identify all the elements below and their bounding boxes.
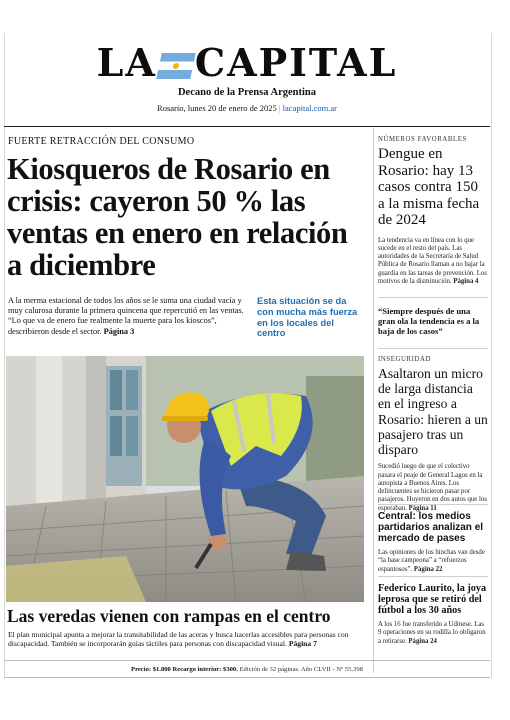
dengue-body-text: La tendencia va en línea con lo que sucede en el resto del país. Las autoridades de la Secretaría de Salud Pública de Rosario llaman a no bajar la guardia en las tareas de prevención. Los motivos de la disminución. — [378, 236, 487, 285]
masthead — [4, 33, 490, 121]
sidebar-divider — [373, 128, 374, 673]
dengue-body — [378, 237, 488, 287]
main-lead-text: A la merma estacional de todos los años se le suma una ciudad vacía y muy calurosa durante la primera quincena que repercutió en las ventas. “Lo que va de enero fue realmente la muerte para los kioscos”, describieron desde el sector. — [8, 296, 244, 336]
central-headline[interactable]: Central: los medios partidarios analizan el mercado de pases — [378, 511, 484, 544]
sidebar-separator — [378, 504, 488, 505]
footer-bottom-rule — [4, 677, 490, 678]
main-headline[interactable]: Kiosqueros de Rosario en crisis: cayeron 50 % las ventas en enero en relación a diciembre — [7, 152, 348, 282]
laurito-page[interactable]: Página 24 — [408, 637, 437, 645]
laurito-headline[interactable]: Federico Laurito, la joya leprosa que se retiró del fútbol a los 30 años — [378, 583, 487, 616]
footer-rule — [4, 660, 490, 661]
footer — [4, 666, 490, 673]
site-link[interactable]: lacapital.com.ar — [282, 103, 337, 113]
photo-illustration — [6, 356, 364, 602]
laurito-body — [378, 621, 488, 646]
sidebar-inseguridad — [378, 356, 488, 513]
logo-word-la: LA — [96, 40, 157, 85]
sidewalk-worker-photo — [6, 356, 364, 602]
main-lead — [8, 296, 248, 337]
sidebar-central — [378, 511, 488, 574]
argentine-flag-icon — [156, 53, 196, 79]
footer-price: Precio: $1.800 — [131, 666, 171, 673]
sidebar-dengue — [378, 136, 488, 286]
photo-caption-page[interactable]: Página 7 — [288, 639, 317, 649]
central-body-text: Las opiniones de los hinchas van desde “la base campeona” a “refuerzos espantosos”. — [378, 549, 485, 573]
masthead-subtitle: Decano de la Prensa Argentina — [177, 87, 317, 98]
newspaper-logo — [4, 41, 490, 85]
main-kicker: FUERTE RETRACCIÓN DEL CONSUMO — [8, 136, 195, 147]
main-lead-page[interactable]: Página 3 — [103, 326, 135, 336]
masthead-dateline: Rosario, lunes 20 de enero de 2025 | lacapital.com.ar — [157, 103, 337, 113]
inseguridad-kicker: INSEGURIDAD — [378, 356, 432, 363]
main-pullquote: Esta situación se da con mucha más fuerza en los locales del centro — [257, 296, 358, 339]
footer-details: Edición de 32 páginas. Año CLVII - Nº 55.398 — [239, 666, 363, 673]
footer-surcharge: Recargo interior: $300. — [172, 666, 238, 673]
logo-word-capital: CAPITAL — [194, 40, 398, 85]
dengue-quote: “Siempre después de una gran ola la tendencia es a la baja de los casos” — [378, 306, 480, 336]
dengue-kicker: NÚMEROS FAVORABLES — [378, 136, 467, 143]
sidebar-separator — [378, 297, 488, 298]
inseguridad-body-text: Sucedió luego de que el colectivo pasara el peaje de General Lagos en la autopista a Buenos Aires. Los delincuentes se hicieron pasar por pasajeros. Huyeron en dos autos que los esperaban. — [378, 463, 487, 512]
laurito-body-text: A los 16 fue transferido a Udinese. Las 9 operaciones en su rodilla lo obligaron a retirarse. — [378, 621, 486, 645]
masthead-rule — [4, 126, 490, 127]
sidebar-separator — [378, 576, 488, 577]
sidebar-laurito — [378, 583, 488, 646]
dengue-headline[interactable]: Dengue en Rosario: hay 13 casos contra 150 a la misma fecha de 2024 — [378, 146, 480, 228]
photo-caption-title[interactable]: Las veredas vienen con rampas en el centro — [7, 606, 331, 626]
photo-caption-text: El plan municipal apunta a mejorar la transitabilidad de las aceras y busca hacerlas accesibles para personas con discapacidad. También se incorporarán guías táctiles para personas con discapacidad visual. — [8, 630, 349, 649]
issue-date: Rosario, lunes 20 de enero de 2025 — [157, 103, 277, 113]
central-body — [378, 549, 488, 574]
photo-caption-body — [8, 630, 364, 648]
inseguridad-body — [378, 463, 488, 513]
dengue-page[interactable]: Página 4 — [453, 277, 479, 285]
inseguridad-headline[interactable]: Asaltaron un micro de larga distancia en el ingreso a Rosario: hieren a un pasajero tras un disparo — [378, 366, 488, 458]
central-page[interactable]: Página 22 — [413, 565, 443, 573]
sidebar-separator — [378, 348, 488, 349]
inseguridad-page[interactable]: Página 11 — [408, 504, 437, 512]
